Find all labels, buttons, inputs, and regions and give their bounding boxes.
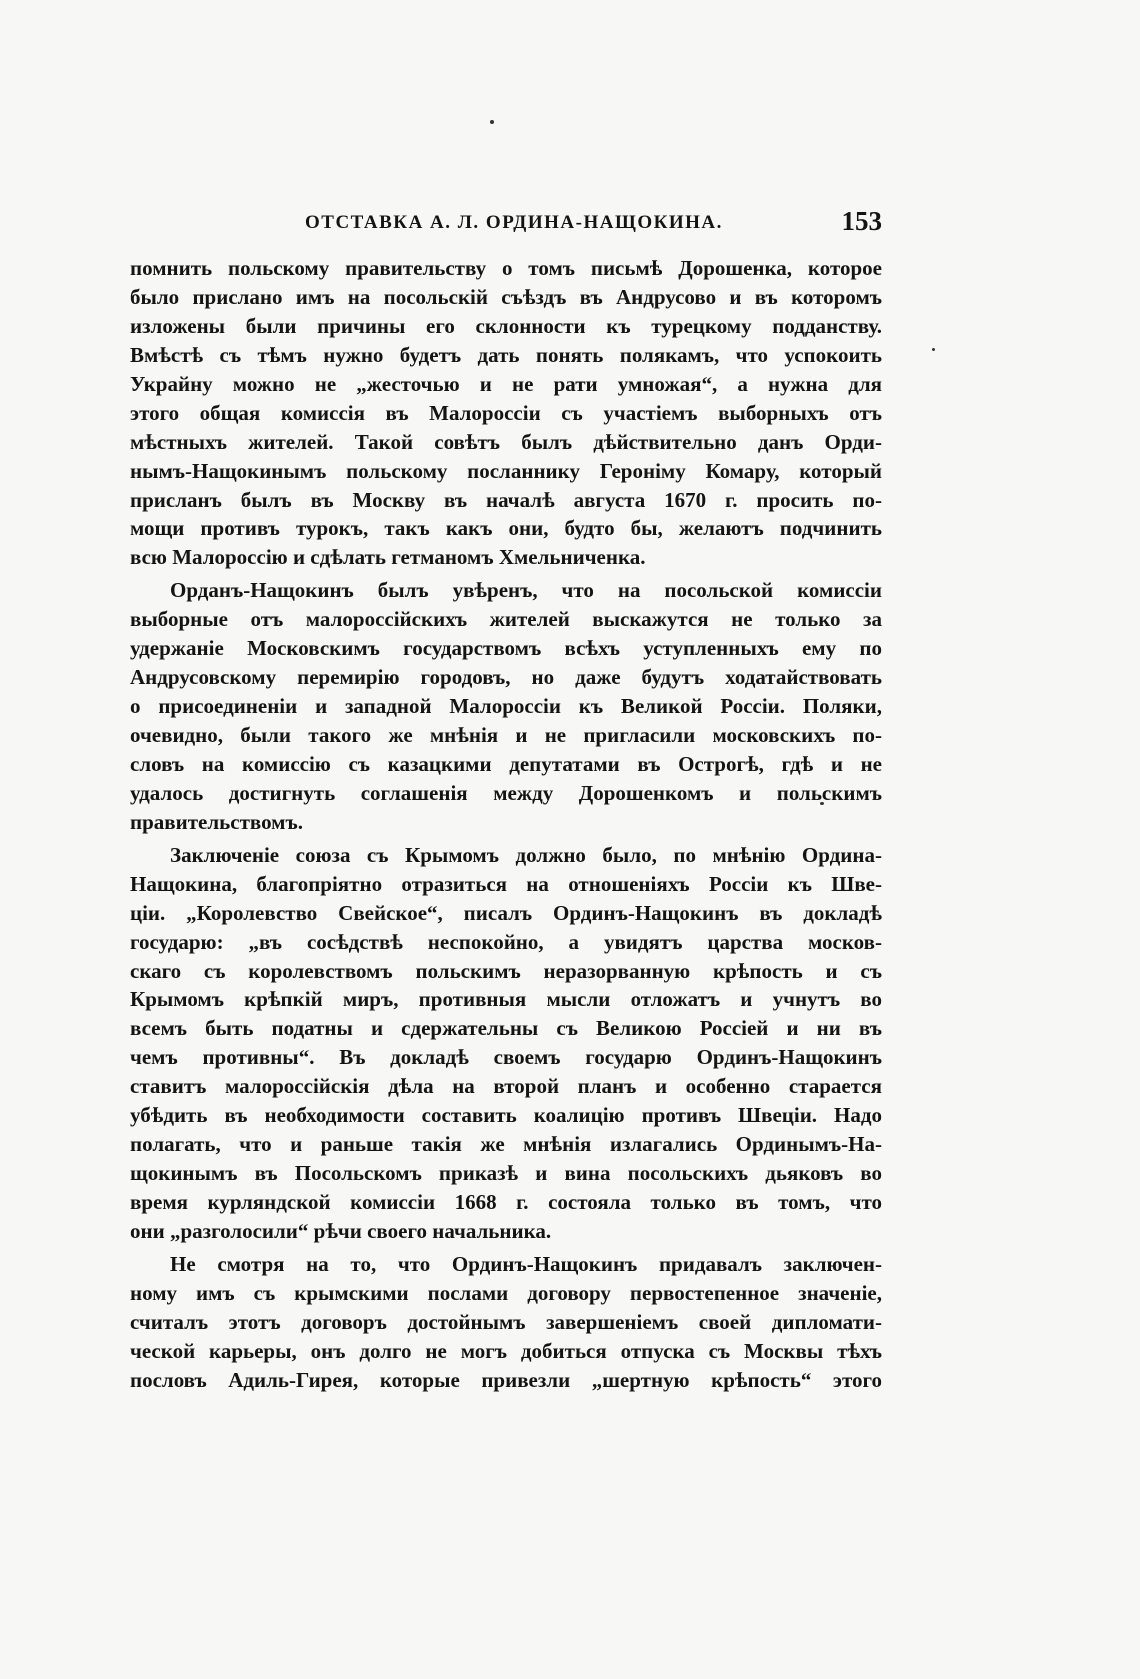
text-line: Крымомъ крѣпкій миръ, противныя мысли отложатъ и учнутъ во (130, 987, 882, 1012)
text-line: ческой карьеры, онъ долго не могъ добиться отпуска съ Москвы тѣхъ (130, 1338, 882, 1363)
print-speck (490, 120, 494, 124)
text-line: этого общая комиссія въ Малороссіи съ участіемъ выборныхъ отъ (130, 400, 882, 425)
text-line: нымъ-Нащокинымъ польскому посланнику Героніму Комару, который (130, 458, 882, 483)
text-line: мощи противъ турокъ, такъ какъ они, будто бы, желаютъ подчинить (130, 516, 882, 541)
text-line: удержаніе Московскимъ государствомъ всѣхъ уступленныхъ ему по (130, 636, 882, 661)
text-line: пословъ Адиль-Гирея, которые привезли „шертную крѣпость“ этого (130, 1367, 882, 1392)
page-number: 153 (841, 206, 882, 236)
text-line: о присоединеніи и западной Малороссіи къ Великой Россіи. Поляки, (130, 694, 882, 719)
text-line: очевидно, были такого же мнѣнія и не пригласили московскихъ по- (130, 723, 882, 747)
text-line: считалъ этотъ договоръ достойнымъ завершеніемъ своей дипломати- (130, 1309, 882, 1334)
text-line: Вмѣстѣ съ тѣмъ нужно будетъ дать понять полякамъ, что успокоить (130, 342, 882, 367)
text-line: Украйну можно не „жесточью и не рати умножая“, а нужна для (130, 371, 882, 396)
text-line: государю: „въ сосѣдствѣ неспокойно, а увидятъ царства москов- (130, 929, 882, 954)
text-line: присланъ былъ въ Москву въ началѣ августа 1670 г. просить по- (130, 487, 882, 512)
text-line: словъ на комиссію съ казацкими депутатами въ Острогѣ, гдѣ и не (130, 751, 882, 776)
text-line: ціи. „Королевство Свейское“, писалъ Ординъ-Нащокинъ въ докладѣ (130, 900, 882, 925)
text-line: ставитъ малороссійскія дѣла на второй планъ и особенно старается (130, 1074, 882, 1099)
text-line: всю Малороссію и сдѣлать гетманомъ Хмельниченка. (130, 545, 646, 570)
text-line: Орданъ-Нащокинъ былъ увѣренъ, что на посольской комиссіи (170, 578, 882, 603)
text-line: выборные отъ малороссійскихъ жителей выскажутся не только за (130, 607, 882, 632)
text-line: щокинымъ въ Посольскомъ приказѣ и вина посольскихъ дьяковъ во (130, 1161, 882, 1186)
print-speck (932, 348, 935, 351)
text-line: Не смотря на то, что Ординъ-Нащокинъ придавалъ заключен- (170, 1251, 882, 1276)
text-line: убѣдить въ необходимости составить коалицію противъ Швеціи. Надо (130, 1103, 882, 1128)
running-head (130, 206, 882, 242)
body-text (130, 254, 882, 1395)
text-line: Нащокина, благопріятно отразиться на отношеніяхъ Россіи къ Шве- (130, 871, 882, 896)
text-line: удалось достигнуть соглашенія между Дорошенкомъ и польскимъ (130, 780, 882, 805)
text-line: скаго съ королевствомъ польскимъ неразорванную крѣпость и съ (130, 958, 882, 983)
text-line: они „разголосили“ рѣчи своего начальника. (130, 1218, 552, 1243)
text-line: было прислано имъ на посольскій съѣздъ въ Андрусово и въ которомъ (130, 284, 882, 309)
text-line: правительствомъ. (130, 809, 303, 834)
text-line: полагать, что и раньше такія же мнѣнія излагались Ординымъ-На- (130, 1132, 882, 1157)
text-line: Заключеніе союза съ Крымомъ должно было, по мнѣнію Ордина- (170, 842, 882, 867)
text-line: изложены были причины его склонности къ турецкому подданству. (130, 313, 882, 338)
text-line: мѣстныхъ жителей. Такой совѣтъ былъ дѣйствительно данъ Орди- (130, 429, 882, 454)
text-line: Андрусовскому перемирію городовъ, но даже будутъ ходатайствовать (130, 665, 882, 690)
text-line: ному имъ съ крымскими послами договору первостепенное значеніе, (130, 1280, 882, 1305)
text-line: чемъ противны“. Въ докладѣ своемъ государю Ординъ-Нащокинъ (130, 1045, 882, 1070)
text-line: время курляндской комиссіи 1668 г. состояла только въ томъ, что (130, 1190, 882, 1214)
text-line: всемъ быть податны и сдержательны съ Великою Россіей и ни въ (130, 1016, 882, 1041)
text-line: помнить польскому правительству о томъ письмѣ Дорошенка, которое (130, 256, 882, 280)
running-head-title: ОТСТАВКА А. Л. ОРДИНА-НАЩОКИНА. (305, 212, 723, 233)
